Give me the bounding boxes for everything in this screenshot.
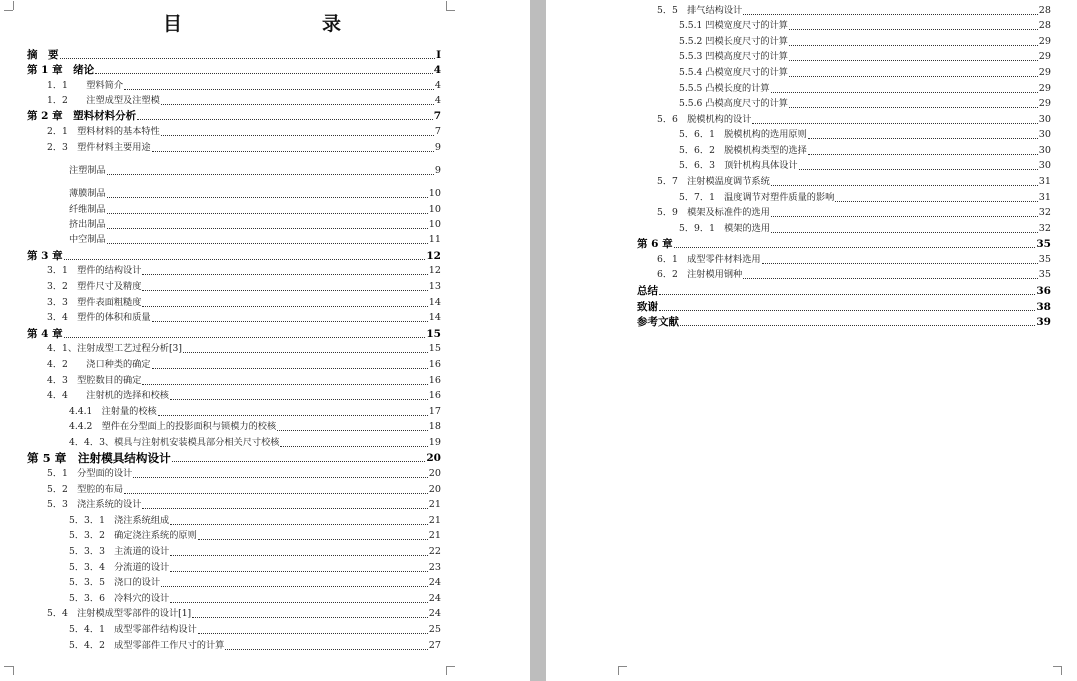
toc-leader-dots bbox=[172, 460, 426, 462]
toc-entry[interactable] bbox=[69, 578, 441, 588]
toc-entry-label: 挤出制品 bbox=[69, 219, 106, 230]
toc-entry-label: 5．4．2 成型零部件工作尺寸的计算 bbox=[69, 640, 225, 651]
toc-page-number: 12 bbox=[426, 250, 441, 262]
toc-page-number: 31 bbox=[1038, 176, 1051, 187]
toc-entry[interactable] bbox=[637, 286, 1051, 296]
toc-leader-dots bbox=[170, 523, 428, 525]
toc-page-number: 16 bbox=[428, 390, 441, 401]
toc-page-number: 24 bbox=[428, 593, 441, 604]
toc-page-number: 30 bbox=[1038, 160, 1051, 171]
toc-entry-label: 5．6．2 脱模机构类型的选择 bbox=[679, 145, 807, 156]
toc-leader-dots bbox=[64, 258, 426, 260]
toc-leader-dots bbox=[659, 309, 1035, 311]
toc-leader-dots bbox=[771, 215, 1038, 217]
toc-page-number: 4 bbox=[433, 64, 441, 76]
toc-page-number: 38 bbox=[1036, 301, 1051, 313]
toc-entry-label: 第 4 章 bbox=[27, 328, 63, 340]
toc-entry[interactable] bbox=[679, 21, 1051, 31]
toc-entry-label: 5.5.4 凸模宽度尺寸的计算 bbox=[679, 67, 788, 78]
toc-leader-dots bbox=[170, 570, 428, 572]
toc-entry[interactable] bbox=[47, 298, 441, 308]
toc-entry-label: 第 3 章 bbox=[27, 250, 63, 262]
toc-entry[interactable] bbox=[657, 270, 1051, 280]
toc-entry-label: 5．5 排气结构设计 bbox=[657, 5, 743, 16]
toc-entry[interactable] bbox=[69, 563, 441, 573]
toc-page-number: 10 bbox=[428, 219, 441, 230]
toc-entry[interactable] bbox=[47, 313, 441, 323]
toc-page-number: 23 bbox=[428, 562, 441, 573]
toc-entry-label: 摘 要 bbox=[27, 49, 59, 61]
toc-leader-dots bbox=[107, 227, 428, 229]
toc-entry[interactable] bbox=[69, 422, 441, 432]
toc-entry-label: 第 1 章 绪论 bbox=[27, 64, 95, 76]
toc-entry-label: 4.4.2 塑件在分型面上的投影面积与锁模力的校核 bbox=[69, 421, 277, 432]
toc-entry-label: 5.5.5 凸模长度的计算 bbox=[679, 83, 770, 94]
toc-entry[interactable] bbox=[69, 189, 441, 199]
toc-entry[interactable] bbox=[47, 360, 441, 370]
toc-page-number: 4 bbox=[434, 80, 441, 91]
toc-leader-dots bbox=[124, 492, 428, 494]
toc-leader-dots bbox=[743, 13, 1038, 15]
toc-page-number: 20 bbox=[426, 452, 441, 464]
toc-page-number: 20 bbox=[428, 484, 441, 495]
toc-leader-dots bbox=[674, 246, 1036, 248]
toc-leader-dots bbox=[158, 414, 428, 416]
toc-entry-label: 纤维制品 bbox=[69, 204, 106, 215]
toc-entry[interactable] bbox=[47, 127, 441, 137]
toc-leader-dots bbox=[152, 150, 434, 152]
toc-entry[interactable] bbox=[27, 329, 441, 339]
toc-page-number: 27 bbox=[428, 640, 441, 651]
toc-leader-dots bbox=[161, 134, 434, 136]
toc-page-number: 30 bbox=[1038, 114, 1051, 125]
toc-page-number: 35 bbox=[1038, 269, 1051, 280]
toc-page-number: 30 bbox=[1038, 145, 1051, 156]
toc-leader-dots bbox=[64, 336, 426, 338]
toc-page-number: 15 bbox=[428, 343, 441, 354]
toc-entry-label: 5.5.3 凹模高度尺寸的计算 bbox=[679, 51, 788, 62]
toc-leader-dots bbox=[771, 91, 1038, 93]
toc-leader-dots bbox=[161, 585, 428, 587]
toc-entry-label: 薄膜制品 bbox=[69, 188, 106, 199]
toc-entry-label: 参考文献 bbox=[637, 316, 679, 328]
toc-page-number: 32 bbox=[1038, 207, 1051, 218]
toc-entry-label: 总结 bbox=[637, 285, 658, 297]
toc-entry[interactable] bbox=[679, 161, 1051, 171]
toc-entry[interactable] bbox=[47, 143, 441, 153]
toc-entry[interactable] bbox=[27, 65, 441, 75]
toc-leader-dots bbox=[107, 242, 428, 244]
toc-entry[interactable] bbox=[69, 166, 441, 176]
toc-leader-dots bbox=[142, 507, 427, 509]
toc-entry[interactable] bbox=[679, 84, 1051, 94]
toc-leader-dots bbox=[142, 305, 427, 307]
toc-entry-label: 5．3．6 冷料穴的设计 bbox=[69, 593, 170, 604]
toc-page-number: I bbox=[436, 49, 441, 61]
toc-entry-label: 中空制品 bbox=[69, 234, 106, 245]
toc-page-number: 13 bbox=[428, 281, 441, 292]
toc-entry[interactable] bbox=[69, 547, 441, 557]
toc-entry-label: 2．1 塑料材料的基本特性 bbox=[47, 126, 160, 137]
toc-entry[interactable] bbox=[47, 485, 441, 495]
toc-entry[interactable] bbox=[69, 205, 441, 215]
toc-page-number: 17 bbox=[428, 406, 441, 417]
toc-title: 目 录 bbox=[162, 13, 375, 35]
toc-page-number: 14 bbox=[428, 312, 441, 323]
toc-entry-label: 第 2 章 塑料材料分析 bbox=[27, 110, 137, 122]
toc-leader-dots bbox=[659, 293, 1035, 295]
toc-page-number: 24 bbox=[428, 608, 441, 619]
crop-mark bbox=[13, 666, 14, 675]
toc-page-number: 21 bbox=[428, 499, 441, 510]
toc-entry[interactable] bbox=[69, 531, 441, 541]
toc-entry-label: 5.5.1 凹模宽度尺寸的计算 bbox=[679, 20, 788, 31]
toc-entry-label: 注塑制品 bbox=[69, 165, 106, 176]
toc-page-number: 25 bbox=[428, 624, 441, 635]
toc-entry-label: 6．2 注射模用钢种 bbox=[657, 269, 743, 280]
toc-entry[interactable] bbox=[679, 224, 1051, 234]
toc-page-number: 10 bbox=[428, 188, 441, 199]
toc-entry[interactable] bbox=[657, 208, 1051, 218]
toc-entry-label: 第 6 章 bbox=[637, 238, 673, 250]
toc-entry-label: 5．2 型腔的布局 bbox=[47, 484, 124, 495]
toc-entry[interactable] bbox=[679, 193, 1051, 203]
toc-entry-label: 5.5.6 凸模高度尺寸的计算 bbox=[679, 98, 788, 109]
toc-entry-label: 1．1 塑料简介 bbox=[47, 80, 124, 91]
toc-entry-label: 1．2 注塑成型及注塑模 bbox=[47, 95, 160, 106]
toc-page-number: 9 bbox=[434, 142, 441, 153]
toc-entry-label: 3．3 塑件表面粗糙度 bbox=[47, 297, 142, 308]
toc-page-number: 29 bbox=[1038, 98, 1051, 109]
toc-entry[interactable] bbox=[69, 407, 441, 417]
toc-entry-label: 5．3．4 分流道的设计 bbox=[69, 562, 170, 573]
toc-entry[interactable] bbox=[27, 251, 441, 261]
toc-leader-dots bbox=[142, 383, 427, 385]
toc-page-number: 19 bbox=[428, 437, 441, 448]
toc-page-number: 15 bbox=[426, 328, 441, 340]
toc-entry[interactable] bbox=[69, 516, 441, 526]
toc-entry-label: 5．4 注射模成型零部件的设计[1] bbox=[47, 608, 192, 619]
toc-page-number: 7 bbox=[434, 126, 441, 137]
toc-page-number: 7 bbox=[433, 110, 441, 122]
toc-leader-dots bbox=[192, 616, 428, 618]
toc-leader-dots bbox=[170, 601, 428, 603]
toc-leader-dots bbox=[799, 168, 1038, 170]
toc-entry[interactable] bbox=[47, 344, 441, 354]
toc-leader-dots bbox=[225, 648, 427, 650]
toc-leader-dots bbox=[808, 153, 1038, 155]
toc-entry[interactable] bbox=[47, 391, 441, 401]
toc-entry[interactable] bbox=[69, 438, 441, 448]
toc-entry-label: 5．3 浇注系统的设计 bbox=[47, 499, 142, 510]
toc-entry-label: 6．1 成型零件材料选用 bbox=[657, 254, 761, 265]
toc-leader-dots bbox=[107, 212, 428, 214]
toc-leader-dots bbox=[170, 398, 428, 400]
toc-leader-dots bbox=[789, 28, 1038, 30]
toc-entry[interactable] bbox=[657, 177, 1051, 187]
toc-page-number: 35 bbox=[1038, 254, 1051, 265]
toc-page-number: 29 bbox=[1038, 83, 1051, 94]
toc-entry[interactable] bbox=[47, 81, 441, 91]
toc-entry-label: 5．6．3 顶针机构具体设计 bbox=[679, 160, 798, 171]
toc-leader-dots bbox=[762, 262, 1038, 264]
toc-leader-dots bbox=[771, 184, 1038, 186]
toc-entry[interactable] bbox=[27, 453, 441, 463]
toc-entry[interactable] bbox=[679, 52, 1051, 62]
toc-entry[interactable] bbox=[47, 282, 441, 292]
toc-entry[interactable] bbox=[679, 99, 1051, 109]
toc-leader-dots bbox=[198, 632, 428, 634]
toc-entry-label: 致谢 bbox=[637, 301, 658, 313]
toc-leader-dots bbox=[835, 200, 1037, 202]
toc-leader-dots bbox=[107, 196, 428, 198]
toc-entry[interactable] bbox=[679, 68, 1051, 78]
toc-entry-label: 4．2 浇口种类的确定 bbox=[47, 359, 151, 370]
toc-entry-label: 5．3．1 浇注系统组成 bbox=[69, 515, 170, 526]
toc-page-number: 16 bbox=[428, 375, 441, 386]
crop-mark bbox=[618, 666, 627, 667]
toc-leader-dots bbox=[142, 289, 427, 291]
crop-mark bbox=[1061, 666, 1062, 675]
toc-leader-dots bbox=[170, 554, 428, 556]
toc-page-number: 30 bbox=[1038, 129, 1051, 140]
toc-page-number: 22 bbox=[428, 546, 441, 557]
toc-leader-dots bbox=[183, 351, 428, 353]
toc-page-number: 10 bbox=[428, 204, 441, 215]
toc-leader-dots bbox=[95, 72, 433, 74]
toc-entry-label: 5．4．1 成型零部件结构设计 bbox=[69, 624, 197, 635]
toc-entry[interactable] bbox=[637, 239, 1051, 249]
toc-entry-label: 2．3 塑件材料主要用途 bbox=[47, 142, 151, 153]
toc-entry-label: 5.5.2 凹模长度尺寸的计算 bbox=[679, 36, 788, 47]
toc-entry[interactable] bbox=[47, 469, 441, 479]
toc-page-number: 29 bbox=[1038, 51, 1051, 62]
toc-leader-dots bbox=[277, 429, 428, 431]
toc-entry[interactable] bbox=[637, 317, 1051, 327]
toc-list-left bbox=[27, 0, 441, 681]
toc-entry[interactable] bbox=[27, 111, 441, 121]
toc-entry-label: 5．3．3 主流道的设计 bbox=[69, 546, 170, 557]
toc-page-number: 28 bbox=[1038, 5, 1051, 16]
toc-leader-dots bbox=[137, 118, 433, 120]
toc-page-number: 24 bbox=[428, 577, 441, 588]
toc-entry[interactable] bbox=[657, 255, 1051, 265]
toc-entry[interactable] bbox=[47, 500, 441, 510]
toc-leader-dots bbox=[752, 122, 1037, 124]
toc-entry[interactable] bbox=[679, 146, 1051, 156]
toc-list-right bbox=[637, 0, 1051, 681]
toc-entry-label: 5．7．1 温度调节对塑件质量的影响 bbox=[679, 192, 835, 203]
toc-entry[interactable] bbox=[47, 266, 441, 276]
toc-entry-label: 5．6．1 脱模机构的选用原则 bbox=[679, 129, 807, 140]
toc-leader-dots bbox=[142, 273, 427, 275]
toc-entry-label: 4．4．3、模具与注射机安装模具部分相关尺寸校核 bbox=[69, 437, 280, 448]
toc-entry-label: 5．7 注射模温度调节系统 bbox=[657, 176, 770, 187]
toc-leader-dots bbox=[789, 106, 1038, 108]
toc-page-number: 31 bbox=[1038, 192, 1051, 203]
toc-page-number: 28 bbox=[1038, 20, 1051, 31]
toc-entry[interactable] bbox=[679, 37, 1051, 47]
toc-entry[interactable] bbox=[69, 625, 441, 635]
toc-entry[interactable] bbox=[679, 130, 1051, 140]
toc-leader-dots bbox=[743, 277, 1038, 279]
toc-leader-dots bbox=[152, 320, 428, 322]
toc-page-number: 9 bbox=[434, 165, 441, 176]
toc-entry[interactable] bbox=[69, 235, 441, 245]
toc-entry-label: 4．3 型腔数目的确定 bbox=[47, 375, 142, 386]
toc-leader-dots bbox=[771, 231, 1038, 233]
toc-entry[interactable] bbox=[47, 609, 441, 619]
toc-entry-label: 4．1、注射成型工艺过程分析[3] bbox=[47, 343, 182, 354]
toc-page-number: 11 bbox=[428, 234, 441, 245]
toc-entry[interactable] bbox=[637, 302, 1051, 312]
toc-entry-label: 5．3．5 浇口的设计 bbox=[69, 577, 161, 588]
toc-entry[interactable] bbox=[69, 220, 441, 230]
toc-leader-dots bbox=[808, 137, 1038, 139]
toc-page-number: 18 bbox=[428, 421, 441, 432]
toc-leader-dots bbox=[198, 538, 428, 540]
toc-entry-label: 3．4 塑件的体积和质量 bbox=[47, 312, 151, 323]
page-gutter bbox=[530, 0, 546, 681]
toc-leader-dots bbox=[161, 103, 434, 105]
toc-entry-label: 第 5 章 注射模具结构设计 bbox=[27, 451, 171, 465]
toc-entry-label: 5．9．1 模架的选用 bbox=[679, 223, 771, 234]
toc-page-number: 14 bbox=[428, 297, 441, 308]
toc-page-number: 29 bbox=[1038, 36, 1051, 47]
toc-page-number: 21 bbox=[428, 515, 441, 526]
toc-entry[interactable] bbox=[47, 96, 441, 106]
toc-page-number: 39 bbox=[1036, 316, 1051, 328]
toc-leader-dots bbox=[789, 44, 1038, 46]
toc-entry-label: 4.4.1 注射量的校核 bbox=[69, 406, 157, 417]
crop-mark bbox=[446, 666, 455, 667]
toc-page-number: 21 bbox=[428, 530, 441, 541]
toc-page-number: 16 bbox=[428, 359, 441, 370]
toc-entry[interactable] bbox=[69, 641, 441, 651]
toc-entry-label: 5．3．2 确定浇注系统的原则 bbox=[69, 530, 197, 541]
toc-entry-label: 3．2 塑件尺寸及精度 bbox=[47, 281, 142, 292]
toc-page-number: 29 bbox=[1038, 67, 1051, 78]
toc-entry[interactable] bbox=[657, 115, 1051, 125]
toc-leader-dots bbox=[280, 445, 427, 447]
toc-leader-dots bbox=[124, 88, 434, 90]
toc-page-number: 35 bbox=[1036, 238, 1051, 250]
toc-leader-dots bbox=[789, 75, 1038, 77]
toc-entry-label: 5．6 脱模机构的设计 bbox=[657, 114, 752, 125]
toc-entry[interactable] bbox=[69, 594, 441, 604]
toc-page-number: 4 bbox=[434, 95, 441, 106]
toc-page-number: 36 bbox=[1036, 285, 1051, 297]
toc-leader-dots bbox=[152, 367, 428, 369]
toc-leader-dots bbox=[133, 476, 428, 478]
toc-entry-label: 3．1 塑件的结构设计 bbox=[47, 265, 142, 276]
toc-entry-label: 5．9 模架及标准件的选用 bbox=[657, 207, 770, 218]
toc-leader-dots bbox=[680, 324, 1035, 326]
toc-entry[interactable] bbox=[47, 376, 441, 386]
toc-leader-dots bbox=[789, 59, 1038, 61]
toc-page-number: 12 bbox=[428, 265, 441, 276]
toc-entry-label: 5．1 分型面的设计 bbox=[47, 468, 133, 479]
crop-mark bbox=[4, 666, 13, 667]
toc-entry-label: 4．4 注射机的选择和校核 bbox=[47, 390, 169, 401]
crop-mark bbox=[618, 666, 619, 675]
toc-page-number: 20 bbox=[428, 468, 441, 479]
toc-leader-dots bbox=[60, 57, 436, 59]
toc-entry[interactable] bbox=[27, 50, 441, 60]
toc-entry[interactable] bbox=[657, 6, 1051, 16]
toc-page-number: 32 bbox=[1038, 223, 1051, 234]
toc-leader-dots bbox=[107, 173, 434, 175]
crop-mark bbox=[446, 666, 447, 675]
